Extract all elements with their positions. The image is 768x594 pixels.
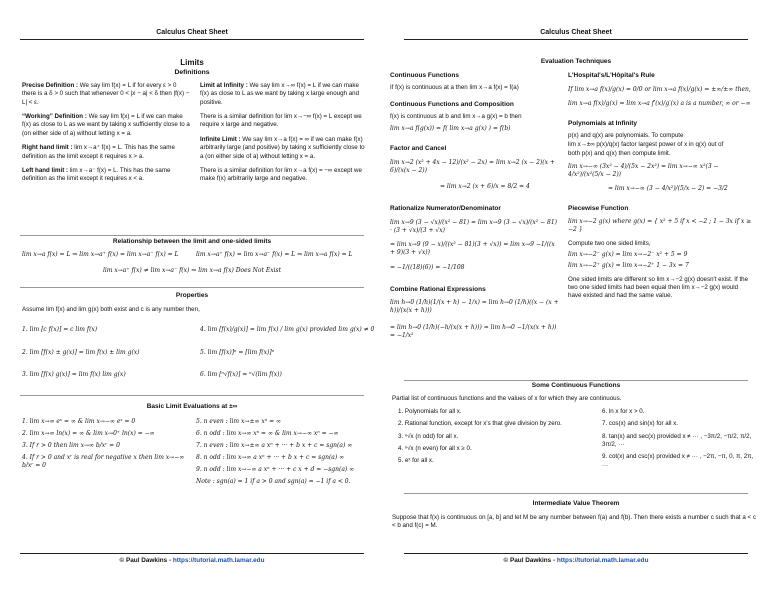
- factor-line-2: = lim x→2 (x + 6)/x = 8/2 = 4: [440, 183, 530, 191]
- continuous-text: If f(x) is continuous at a then lim x→a f(x) = f(a): [390, 83, 519, 91]
- left-hand-limit: [22, 167, 192, 184]
- basic-eval-note: Note : sgn(a) = 1 if a > 0 and sgn(a) = −1 if a < 0.: [196, 478, 351, 486]
- lhopital-line-1: If lim x→a f(x)/g(x) = 0/0 or lim x→a f(x)/g(x) = ±∞/±∞ then,: [568, 85, 751, 93]
- divider: [20, 287, 364, 288]
- poly-inf-text-2: lim x→±∞ p(x)/q(x) factor largest power of x in q(x) out of: [568, 141, 724, 149]
- property-item: 2. lim [f(x) ± g(x)] = lim f(x) ± lim g(x): [22, 349, 140, 356]
- section-title-definitions: Definitions: [174, 69, 210, 76]
- piecewise-line-2: lim x→−2⁺ g(x) = lim x→−2⁺ 1 − 3x = 7: [568, 262, 689, 270]
- property-item: 1. lim [c f(x)] = c lim f(x): [22, 326, 98, 333]
- definitions-left: [22, 82, 192, 187]
- some-continuous-intro: Partial list of continuous functions and the values of x for which they are continuous.: [392, 395, 622, 402]
- relationship-line-2: lim x→a⁺ f(x) ≠ lim x→a⁻ f(x) ⇒ lim x→a f(x) Does Not Exist: [102, 267, 282, 274]
- techniques-right: [568, 72, 752, 304]
- poly-inf-title: Polynomials at Infinity: [568, 119, 637, 127]
- basic-eval-item: 5. n even : lim x→±∞ xⁿ = ∞: [196, 418, 282, 425]
- basic-eval-left: [22, 418, 190, 474]
- precise-definition: [22, 82, 192, 107]
- properties-title: Properties: [175, 292, 209, 299]
- continuous-item: 3. ⁿ√x (n odd) for all x.: [398, 432, 459, 440]
- infinite-limit-text: We say lim x→a f(x) = ∞ if we can make f(x) arbitrarily large (and positive) by taking x sufficiently close to a (on either side of a) without letting x = a.: [200, 135, 365, 160]
- limit-at-infinity-text: We say lim x→∞ f(x) = L if we can make f(x) as close to L as we want by taking x large enough and positive.: [200, 82, 360, 106]
- right-hand-limit: [22, 144, 192, 161]
- footer-link[interactable]: https://tutorial.math.lamar.edu: [172, 557, 265, 564]
- basic-eval-item: 2. lim x→∞ ln(x) = ∞ & lim x→0⁺ ln(x) = −∞: [22, 430, 155, 438]
- limit-at-infinity-label: Limit at Infinity :: [200, 82, 248, 89]
- poly-inf-text-1: p(x) and q(x) are polynomials. To compute: [568, 131, 684, 139]
- continuous-item: 6. ln x for x > 0.: [602, 408, 645, 415]
- divider: [404, 380, 748, 381]
- continuous-list-right: [602, 408, 754, 474]
- page-header: Calculus Cheat Sheet: [20, 28, 364, 40]
- page-footer: [20, 553, 364, 566]
- precise-definition-text: We say lim f(x) = L if for every ε > 0 there is a δ > 0 such that whenever 0 < |x − a| < δ then |f(x) − L| < ε.: [22, 82, 190, 106]
- page-footer: [404, 553, 748, 566]
- left-hand-limit-text: lim x→a⁻ f(x) = L. This has the same definition as the limit except it requires x < a.: [22, 166, 171, 183]
- continuous-title: Continuous Functions: [390, 72, 459, 79]
- footer-link[interactable]: https://tutorial.math.lamar.edu: [556, 557, 649, 564]
- factor-title: Factor and Cancel: [390, 145, 447, 153]
- continuous-item: 8. tan(x) and sec(x) provided x ≠ ··· , −3π/2, −π/2, π/2, 3π/2, ···: [602, 432, 752, 449]
- lhopital-line-2: lim x→a f(x)/g(x) = lim x→a f′(x)/g′(x) a is a number, ∞ or −∞: [568, 99, 751, 107]
- definitions-right: [200, 82, 366, 187]
- continuous-item: 7. cos(x) and sin(x) for all x.: [602, 420, 678, 428]
- factor-line-1: lim x→2 (x² + 4x − 12)/(x² − 2x) = lim x→2 (x − 2)(x + 6)/(x(x − 2)): [390, 159, 555, 175]
- working-definition-label: “Working” Definition :: [22, 113, 87, 121]
- property-item: 5. lim [f(x)]ⁿ = [lim f(x)]ⁿ: [200, 349, 275, 356]
- basic-eval-item: 6. n odd : lim x→∞ xⁿ = ∞ & lim x→−∞ xⁿ = −∞: [196, 430, 339, 438]
- relationship-line-1a: lim x→a f(x) = L ⇒ lim x→a⁺ f(x) = lim x→a⁻ f(x) = L: [22, 251, 179, 258]
- basic-eval-right: [196, 418, 368, 491]
- working-definition: [22, 113, 192, 138]
- rational-expr-line-2: = lim h→0 (1/h)(−h/(x(x + h))) = lim h→0 −1/(x(x + h)) = −1/x²: [390, 323, 557, 339]
- poly-inf-line-2: = lim x→−∞ (3 − 4/x²)/(5/x − 2) = −3/2: [608, 184, 728, 192]
- rational-expr-title: Combine Rational Expressions: [390, 285, 486, 293]
- rationalize-line-2: = lim x→9 (9 − x)/((x² − 81)(3 + √x)) = lim x→9 −1/((x + 9)(3 + √x)): [390, 241, 555, 257]
- poly-inf-text-3: both p(x) and q(x) then compute limit.: [568, 150, 671, 158]
- basic-eval-item: 3. If r > 0 then lim x→∞ b/xʳ = 0: [22, 442, 120, 450]
- page-title: Limits: [180, 58, 204, 67]
- basic-eval-item: 1. lim x→∞ eˣ = ∞ & lim x→−∞ eˣ = 0: [22, 418, 136, 425]
- left-hand-limit-label: Left hand limit :: [22, 166, 69, 174]
- similar-def-neg-limit: There is a similar definition for lim x→a f(x) = −∞ except we make f(x) arbitrarily large and negative.: [200, 166, 362, 183]
- continuous-item: 2. Rational function, except for x's that give division by zero.: [398, 420, 562, 428]
- piecewise-compute: Compute two one sided limits,: [568, 240, 651, 248]
- footer-author: © Paul Dawkins -: [503, 557, 557, 564]
- piecewise-title: Piecewise Function: [568, 205, 629, 213]
- composition-text: f(x) is continuous at b and lim x→a g(x) = b then: [390, 112, 522, 120]
- right-hand-limit-label: Right hand limit :: [22, 144, 73, 152]
- piecewise-line-1: lim x→−2⁻ g(x) = lim x→−2⁻ x² + 5 = 9: [568, 251, 688, 259]
- divider: [404, 493, 748, 494]
- poly-inf-line-1: lim x→−∞ (3x² − 4)/(5x − 2x²) = lim x→−∞ x²(3 − 4/x²)/(x²(5/x − 2)): [568, 162, 719, 178]
- relationship-title: Relationship between the limit and one-sided limits: [112, 238, 272, 245]
- continuous-item: 9. cot(x) and csc(x) provided x ≠ ··· , −2π, −π, 0, π, 2π, ···: [602, 453, 754, 469]
- basic-eval-item: 9. n odd : lim x→−∞ a xⁿ + ··· + c x + d = −sgn(a) ∞: [196, 466, 355, 474]
- limit-at-infinity: [200, 82, 366, 107]
- property-item: 4. lim [f(x)/g(x)] = lim f(x) / lim g(x) provided lim g(x) ≠ 0: [200, 326, 375, 333]
- page-title: Evaluation Techniques: [540, 58, 612, 65]
- piecewise-text: lim x→−2 g(x) where g(x) = { x² + 5 if x < −2 ; 1 − 3x if x ≥ −2 }: [568, 217, 752, 233]
- property-item: 6. lim [ⁿ√f(x)] = ⁿ√(lim f(x)): [200, 371, 282, 378]
- property-item: 3. lim [f(x) g(x)] = lim f(x) lim g(x): [22, 371, 126, 378]
- right-hand-limit-text: lim x→a⁺ f(x) = L. This has the same definition as the limit except it requires x > a.: [22, 144, 175, 160]
- page-header: Calculus Cheat Sheet: [404, 28, 748, 40]
- basic-eval-item: 7. n even : lim x→±∞ a xⁿ + ··· + b x + c = sgn(a) ∞: [196, 442, 353, 450]
- rationalize-title: Rationalize Numerator/Denominator: [390, 205, 501, 213]
- divider: [20, 235, 364, 236]
- footer-author: © Paul Dawkins -: [119, 557, 173, 564]
- precise-definition-label: Precise Definition :: [22, 82, 79, 89]
- page-evaluation-techniques: [384, 0, 768, 594]
- working-definition-text: We say lim f(x) = L if we can make f(x) as close to L as we want by taking x sufficiently close to a (on either side of a) without letting x = a.: [22, 113, 190, 137]
- properties-intro: Assume lim f(x) and lim g(x) both exist and c is any number then,: [22, 306, 200, 313]
- continuous-item: 5. eˣ for all x.: [398, 457, 434, 465]
- rationalize-line-1: lim x→9 (3 − √x)/(x² − 81) = lim x→9 (3 − √x)/(x² − 81) · (3 + √x)/(3 + √x): [390, 219, 558, 235]
- basic-eval-title: Basic Limit Evaluations at ±∞: [146, 403, 238, 410]
- ivt-text: Suppose that f(x) is continuous on [a, b] and let M be any number between f(a) and f(b). Then there exists a number c such that a < c < b and f(c) = M.: [392, 514, 756, 530]
- some-continuous-title: Some Continuous Functions: [531, 382, 621, 389]
- continuous-item: 1. Polynomials for all x.: [398, 408, 462, 415]
- basic-eval-item: 4. If r > 0 and xʳ is real for negative x then lim x→−∞ b/xʳ = 0: [22, 454, 185, 470]
- ivt-title: Intermediate Value Theorem: [532, 500, 620, 507]
- techniques-left: [390, 72, 560, 340]
- composition-formula: lim x→a f(g(x)) = f( lim x→a g(x) ) = f(b): [390, 125, 511, 133]
- divider: [20, 395, 364, 396]
- rationalize-line-3: = −1/((18)(6)) = −1/108: [390, 263, 465, 271]
- continuous-item: 4. ⁿ√x (n even) for all x ≥ 0.: [398, 445, 472, 453]
- basic-eval-item: 8. n odd : lim x→∞ a xⁿ + ··· + b x + c = sgn(a) ∞: [196, 454, 345, 462]
- continuous-list-left: [398, 408, 568, 470]
- relationship-line-1b: lim x→a⁺ f(x) = lim x→a⁻ f(x) = L ⇒ lim x→a f(x) = L: [196, 251, 353, 258]
- similar-def-neg-infinity: There is a similar definition for lim x→−∞ f(x) = L except we require x large and negative.: [200, 113, 362, 129]
- infinite-limit: [200, 136, 366, 161]
- lhopital-title: L'Hospital's/L'Hôpital's Rule: [568, 72, 655, 79]
- piecewise-conclusion: One sided limits are different so lim x→−2 g(x) doesn't exist. If the two one sided limits had been equal then lim x→−2 g(x) would have existed and had the same value.: [568, 275, 749, 300]
- composition-title: Continuous Functions and Composition: [390, 101, 514, 109]
- rational-expr-line-1: lim h→0 (1/h)(1/(x + h) − 1/x) = lim h→0 (1/h)((x − (x + h))/(x(x + h))): [390, 299, 559, 315]
- infinite-limit-label: Infinite Limit :: [200, 135, 241, 143]
